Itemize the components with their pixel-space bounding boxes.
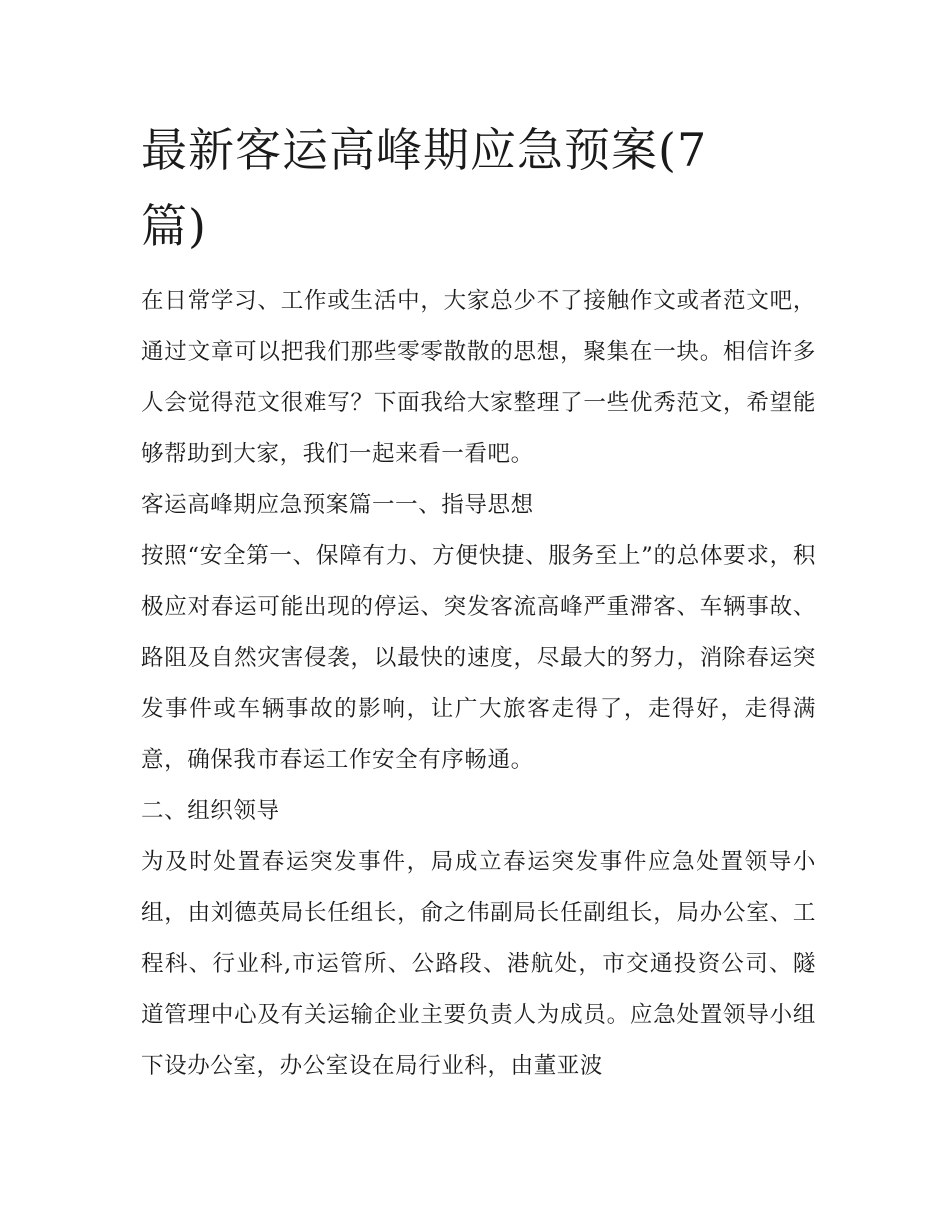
paragraph-organization: 为及时处置春运突发事件，局成立春运突发事件应急处置领导小组，由刘德英局长任组长，俞之伟副局长任副组长，局办公室、工程科、行业科,市运管所、公路段、港航处，市交通投资公司、隧道管理中心及有关运输企业主要负责人为成员。应急处置领导小组下设办公室，办公室设在局行业科，由董亚波 [141,849,816,1079]
paragraph-intro: 在日常学习、工作或生活中，大家总少不了接触作文或者范文吧，通过文章可以把我们那些零零散散的思想，聚集在一块。相信许多人会觉得范文很难写？下面我给大家整理了一些优秀范文，希望能够帮助到大家，我们一起来看一看吧。 [141,288,816,467]
paragraph-guiding-thought: 按照“安全第一、保障有力、方便快捷、服务至上”的总体要求，积极应对春运可能出现的停运、突发客流高峰严重滞客、车辆事故、路阻及自然灾害侵袭，以最快的速度，尽最大的努力，消除春运突发事件或车辆事故的影响，让广大旅客走得了，走得好，走得满意，确保我市春运工作安全有序畅通。 [141,543,816,773]
paragraph-section-heading-guiding-thought: 客运高峰期应急预案篇一一、指导思想 [141,492,534,518]
document-title: 最新客运高峰期应急预案(7篇) [141,123,708,253]
paragraph-section-heading-organization: 二、组织领导 [141,798,280,824]
document-body [141,112,816,1092]
